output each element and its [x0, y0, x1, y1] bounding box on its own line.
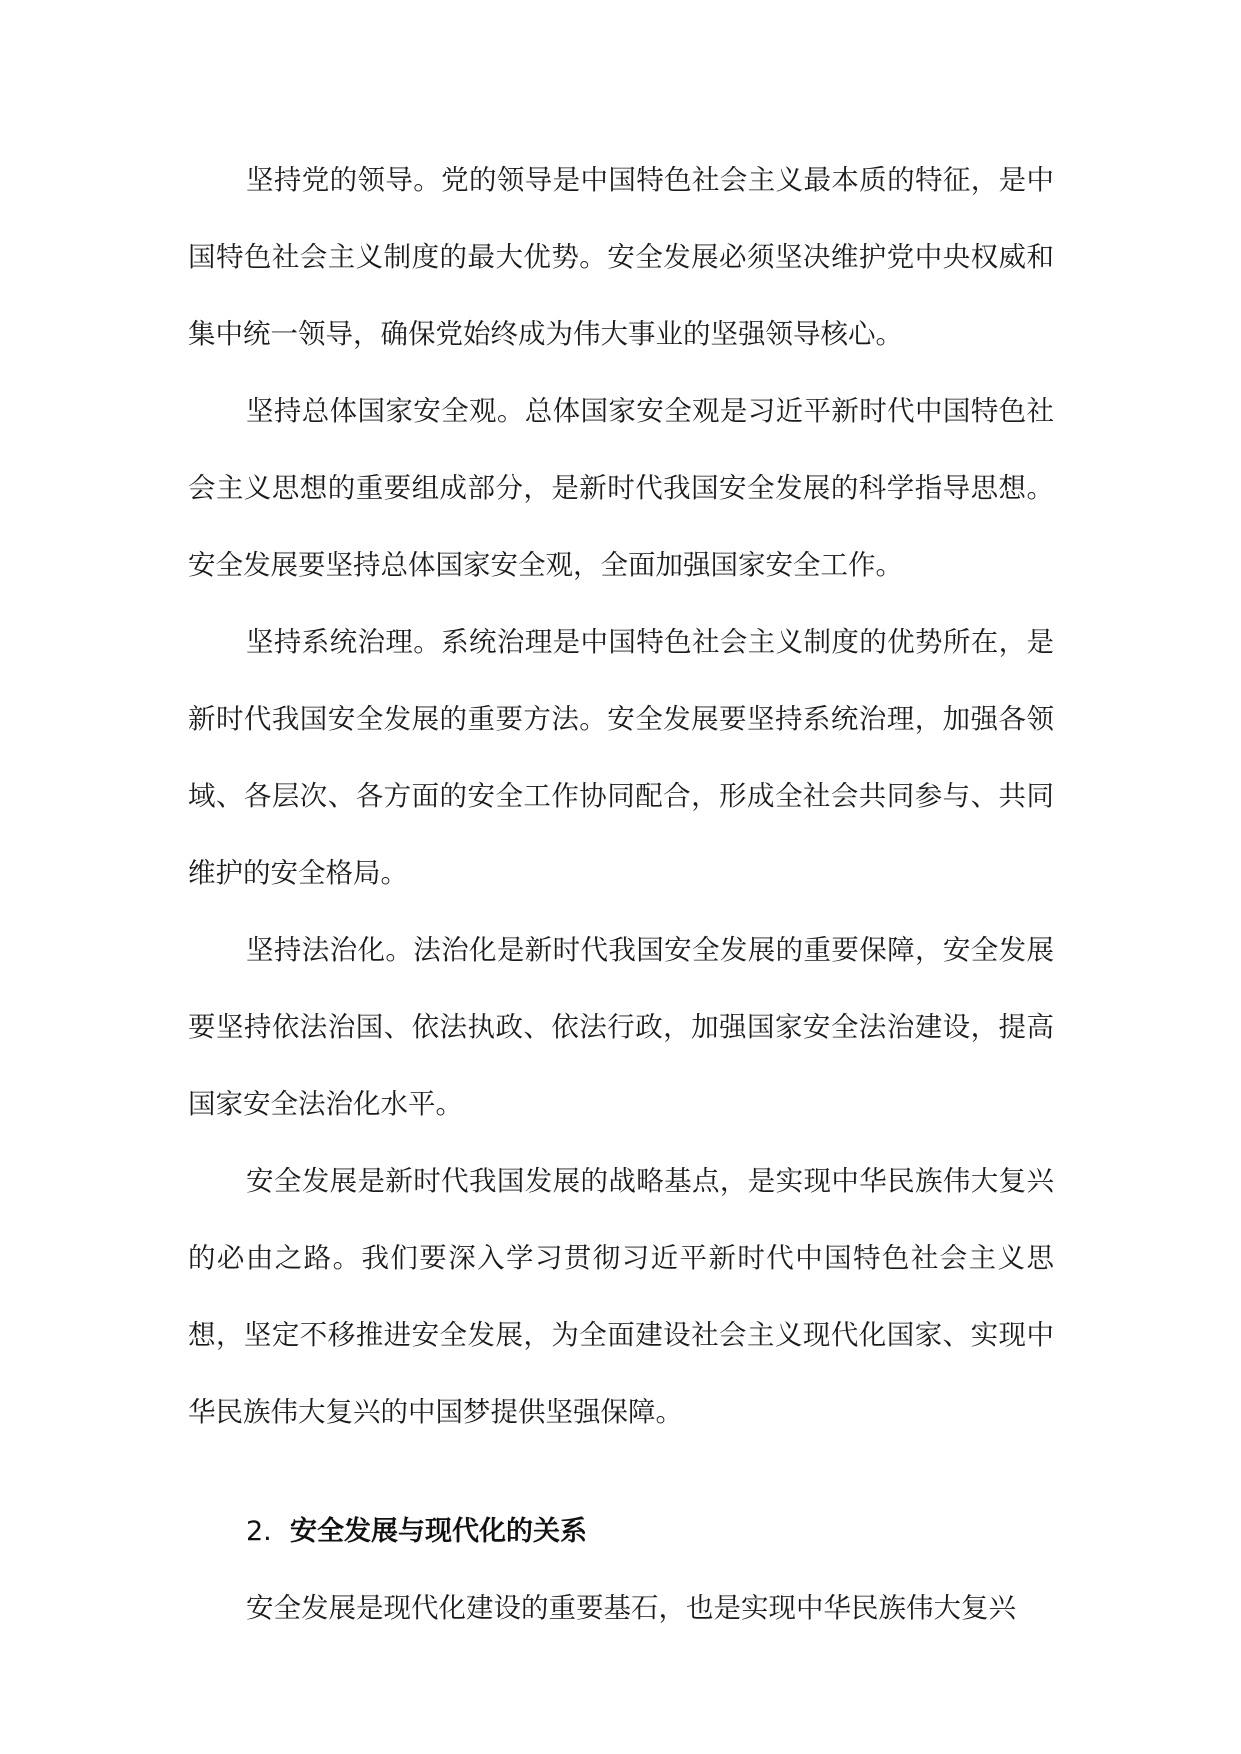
paragraph-modernization-cornerstone: 安全发展是现代化建设的重要基石，也是实现中华民族伟大复兴	[246, 1592, 1016, 1624]
paragraph-rule-of-law: 坚持法治化。法治化是新时代我国安全发展的重要保障，安全发展要坚持依法治国、依法执政、依法行政，加强国家安全法治建设，提高国家安全法治化水平。	[188, 934, 1054, 1120]
document-body	[188, 142, 1054, 1647]
paragraph-strategic-foundation: 安全发展是新时代我国发展的战略基点，是实现中华民族伟大复兴的必由之路。我们要深入学习贯彻习近平新时代中国特色社会主义思想，坚定不移推进安全发展，为全面建设社会主义现代化国家、实现中华民族伟大复兴的中国梦提供坚强保障。	[188, 1165, 1054, 1428]
paragraph-system-governance: 坚持系统治理。系统治理是中国特色社会主义制度的优势所在，是新时代我国安全发展的重要方法。安全发展要坚持系统治理，加强各领域、各层次、各方面的安全工作协同配合，形成全社会共同参与、共同维护的安全格局。	[188, 626, 1054, 889]
paragraph-national-security-concept: 坚持总体国家安全观。总体国家安全观是习近平新时代中国特色社会主义思想的重要组成部分，是新时代我国安全发展的科学指导思想。安全发展要坚持总体国家安全观，全面加强国家安全工作。	[188, 395, 1054, 581]
section-title: 安全发展与现代化的关系	[290, 1516, 587, 1547]
paragraph-party-leadership: 坚持党的领导。党的领导是中国特色社会主义最本质的特征，是中国特色社会主义制度的最大优势。安全发展必须坚决维护党中央权威和集中统一领导，确保党始终成为伟大事业的坚强领导核心。	[188, 164, 1054, 350]
section-heading	[188, 1493, 1054, 1570]
section-number: 2.	[246, 1516, 272, 1547]
